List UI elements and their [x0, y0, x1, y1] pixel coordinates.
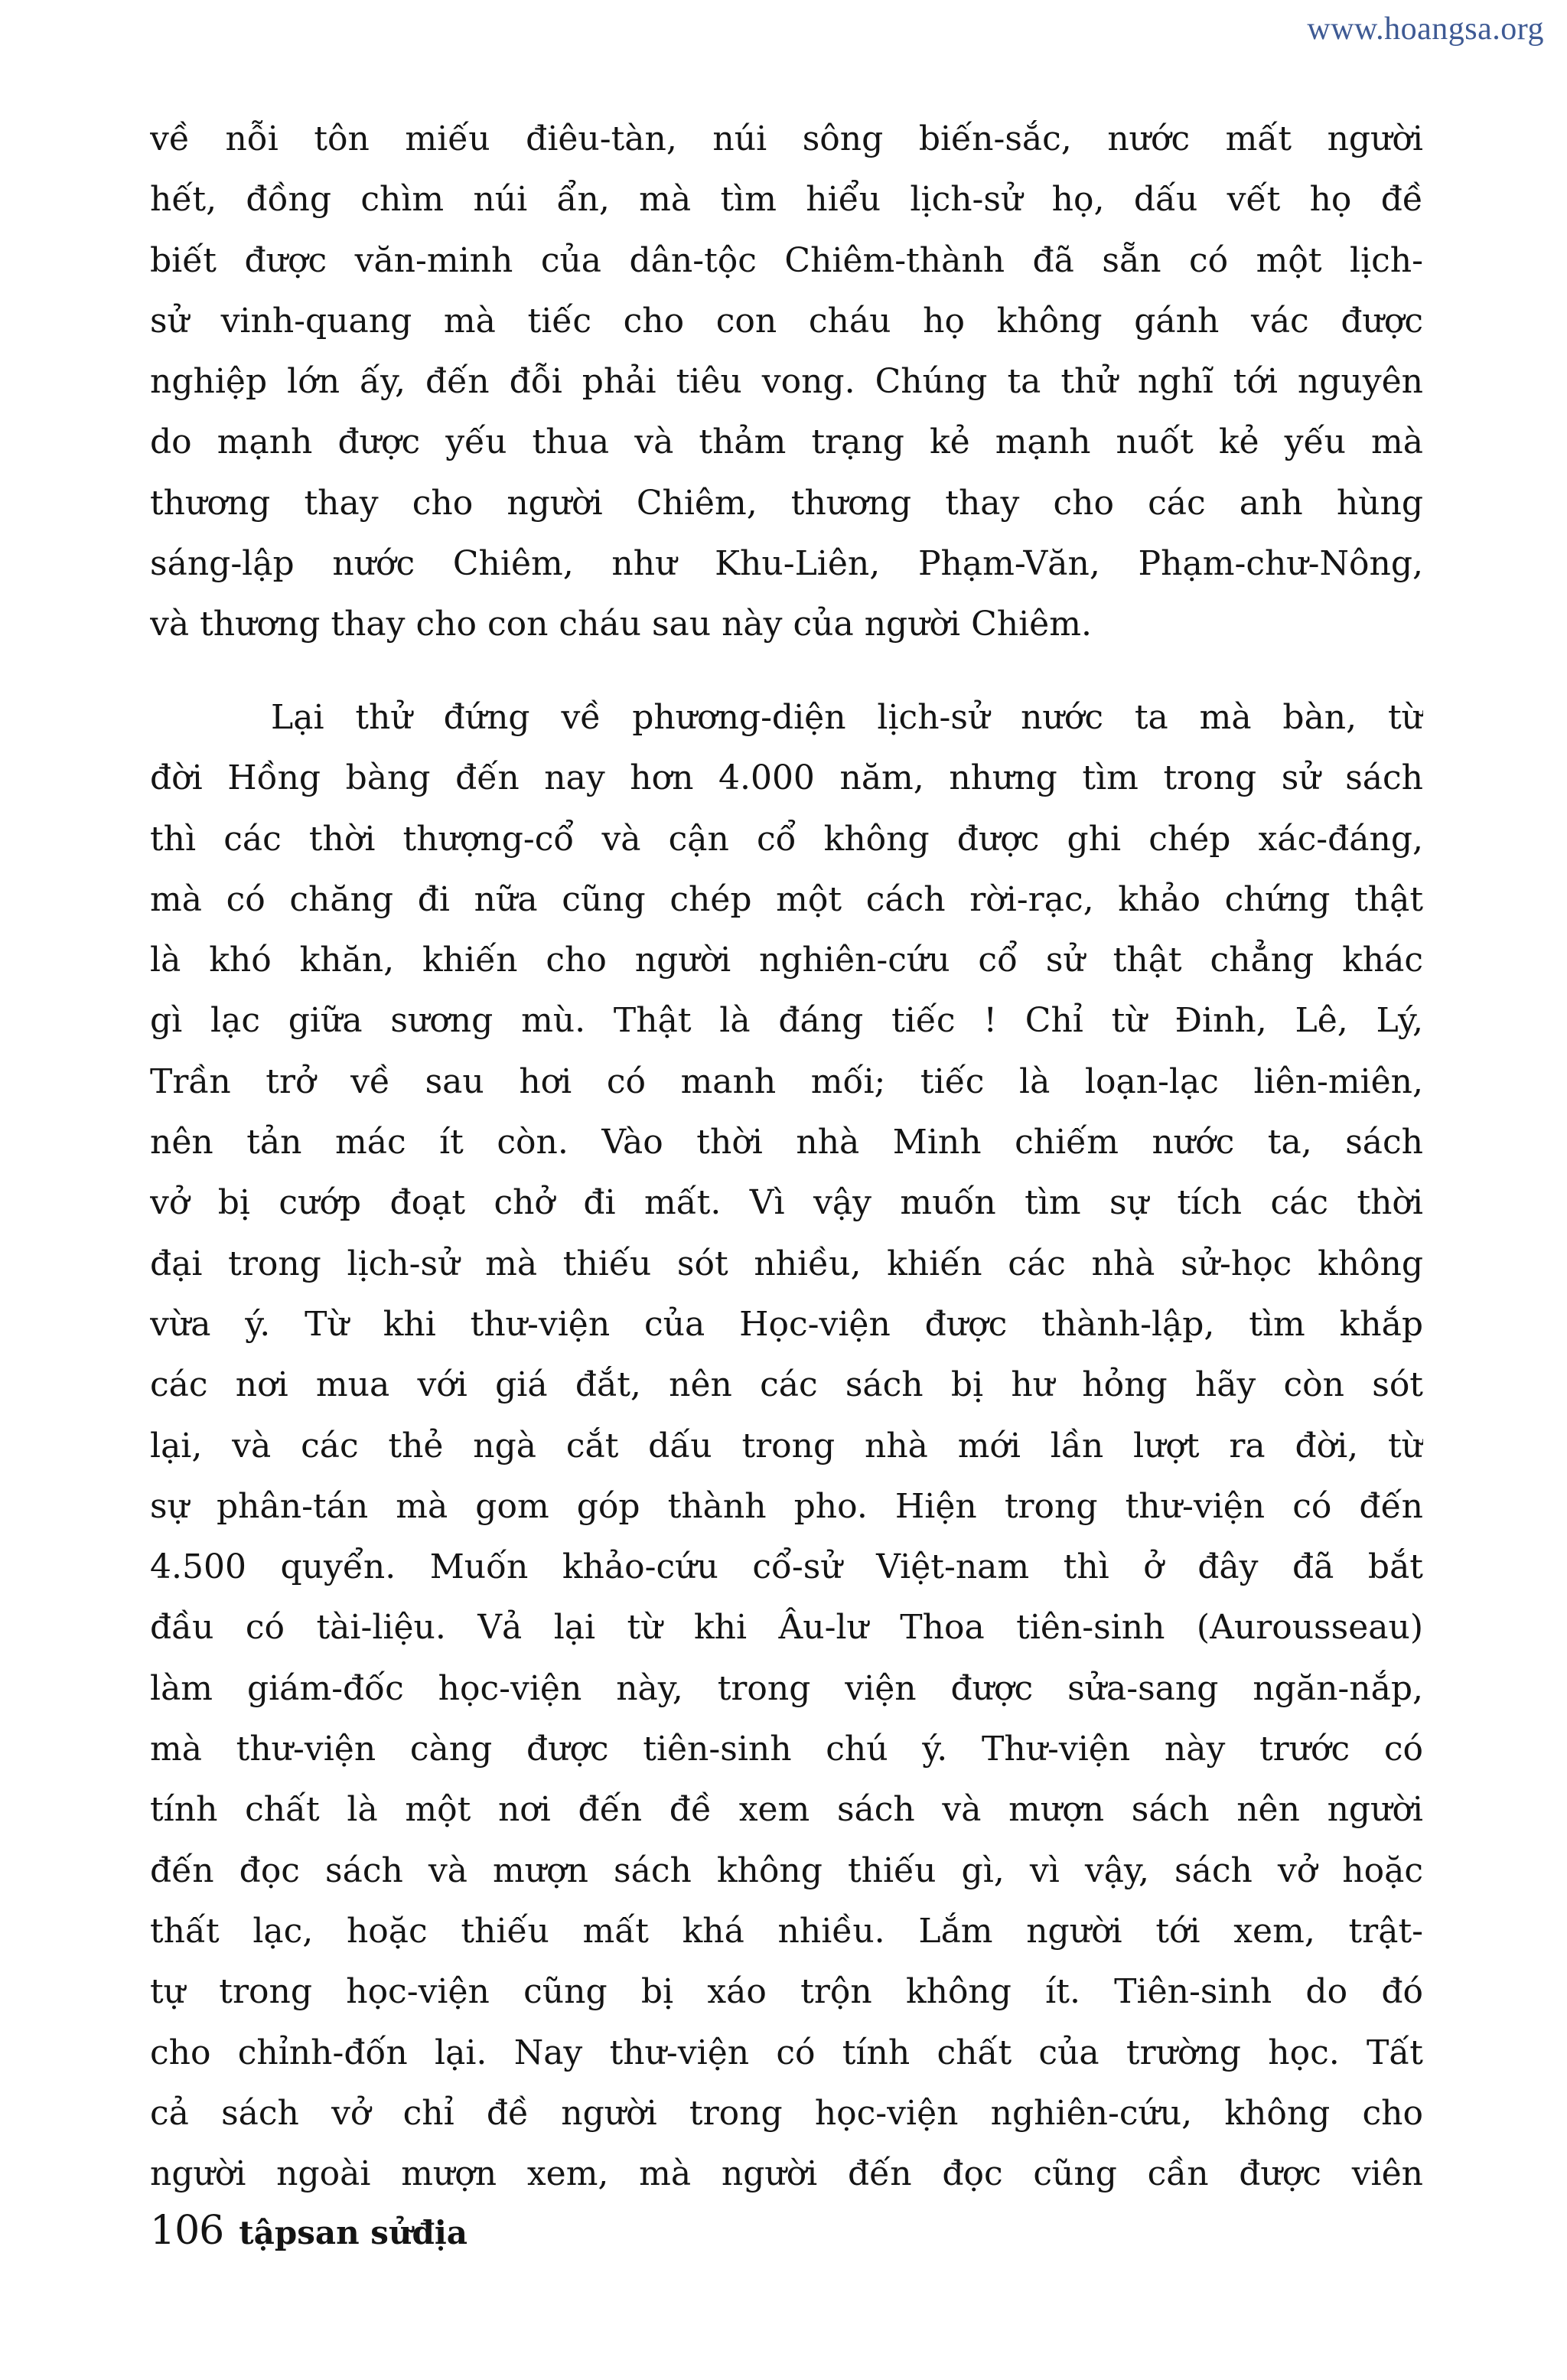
text-line: Trần trở về sau hơi có manh mối; tiếc là loạn-lạc liên-miên, — [150, 1061, 1423, 1101]
text-line: thì các thời thượng-cổ và cận cổ không được ghi chép xác-đáng, — [150, 819, 1423, 859]
paragraph-1 — [150, 109, 1423, 655]
text-line: tự trong học-viện cũng bị xáo trộn không ít. Tiên-sinh do đó — [150, 1972, 1423, 2012]
text-line: nghiệp lớn ấy, đến đỗi phải tiêu vong. Chúng ta thử nghĩ tới nguyên — [150, 362, 1423, 402]
text-line: sáng-lập nước Chiêm, như Khu-Liên, Phạm-Văn, Phạm-chư-Nông, — [150, 544, 1423, 584]
text-line: lại, và các thẻ ngà cắt dấu trong nhà mới lần lượt ra đời, từ — [150, 1426, 1423, 1465]
text-line: sử vinh-quang mà tiếc cho con cháu họ không gánh vác được — [150, 301, 1423, 341]
text-line: mà có chăng đi nữa cũng chép một cách rời-rạc, khảo chứng thật — [150, 879, 1423, 919]
paragraph-2 — [150, 687, 1423, 2204]
text-line: tính chất là một nơi đến đề xem sách và mượn sách nên người — [150, 1790, 1423, 1830]
text-line: gì lạc giữa sương mù. Thật là đáng tiếc ! Chỉ từ Đinh, Lê, Lý, — [150, 1001, 1423, 1041]
text-line: vở bị cướp đoạt chở đi mất. Vì vậy muốn tìm sự tích các thời — [150, 1183, 1423, 1223]
text-line: sự phân-tán mà gom góp thành pho. Hiện trong thư-viện có đến — [150, 1486, 1423, 1526]
text-line: đầu có tài-liệu. Vả lại từ khi Âu-lư Thoa tiên-sinh (Aurousseau) — [150, 1608, 1423, 1648]
text-line: đến đọc sách và mượn sách không thiếu gì, vì vậy, sách vở hoặc — [150, 1850, 1423, 1890]
text-line: đời Hồng bàng đến nay hơn 4.000 năm, nhưng tìm trong sử sách — [150, 758, 1423, 798]
text-line: mà thư-viện càng được tiên-sinh chú ý. Thư-viện này trước có — [150, 1730, 1423, 1769]
text-line: thương thay cho người Chiêm, thương thay cho các anh hùng — [150, 483, 1423, 523]
text-line: thất lạc, hoặc thiếu mất khá nhiều. Lắm người tới xem, trật- — [150, 1911, 1423, 1951]
page-number: 106 — [150, 2208, 224, 2254]
text-line: làm giám-đốc học-viện này, trong viện được sửa-sang ngăn-nắp, — [150, 1668, 1423, 1708]
text-line: là khó khăn, khiến cho người nghiên-cứu cổ sử thật chẳng khác — [150, 941, 1423, 980]
text-line: cả sách vở chỉ đề người trong học-viện nghiên-cứu, không cho — [150, 2093, 1423, 2133]
text-line: do mạnh được yếu thua và thảm trạng kẻ mạnh nuốt kẻ yếu mà — [150, 422, 1423, 462]
text-line: cho chỉnh-đốn lại. Nay thư-viện có tính chất của trường học. Tất — [150, 2033, 1423, 2072]
text-line: về nỗi tôn miếu điêu-tàn, núi sông biến-sắc, nước mất người — [150, 119, 1423, 158]
text-line: nên tản mác ít còn. Vào thời nhà Minh chiếm nước ta, sách — [150, 1123, 1423, 1162]
text-line: các nơi mua với giá đắt, nên các sách bị hư hỏng hãy còn sót — [150, 1365, 1423, 1405]
watermark-link[interactable]: www.hoangsa.org — [1307, 11, 1544, 47]
text-line: đại trong lịch-sử mà thiếu sót nhiều, khiến các nhà sử-học không — [150, 1244, 1423, 1283]
text-line: hết, đồng chìm núi ẩn, mà tìm hiểu lịch-sử họ, dấu vết họ đề — [150, 180, 1423, 220]
text-line: 4.500 quyển. Muốn khảo-cứu cổ-sử Việt-nam thì ở đây đã bắt — [150, 1547, 1423, 1587]
text-line: biết được văn-minh của dân-tộc Chiêm-thành đã sẵn có một lịch- — [150, 240, 1423, 280]
page-footer — [150, 2208, 467, 2254]
text-line: Lại thử đứng về phương-diện lịch-sử nước ta mà bàn, từ — [271, 698, 1423, 737]
text-line: và thương thay cho con cháu sau này của người Chiêm. — [150, 605, 1092, 644]
journal-name: tậpsan sửđịa — [239, 2214, 467, 2251]
text-line: người ngoài mượn xem, mà người đến đọc cũng cần được viên — [150, 2154, 1423, 2194]
text-line: vừa ý. Từ khi thư-viện của Học-viện được thành-lập, tìm khắp — [150, 1304, 1423, 1344]
